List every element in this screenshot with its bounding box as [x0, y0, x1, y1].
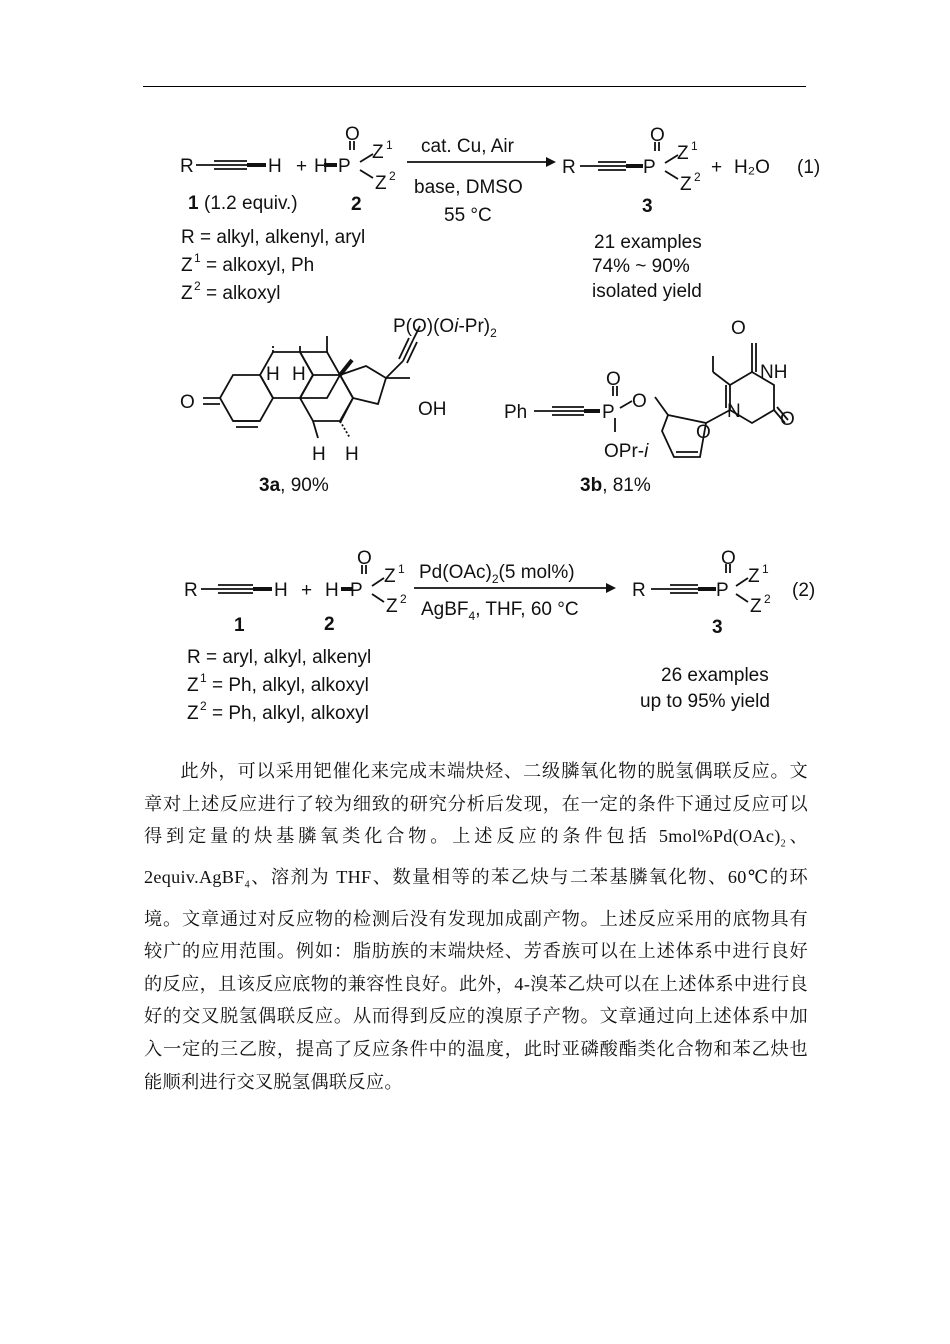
s2-z2-def-sup: 2: [200, 699, 207, 713]
b-n: N: [727, 401, 741, 422]
s1-examples: 21 examples: [594, 232, 702, 253]
s1-h: H: [268, 156, 282, 177]
s2-product-num: 3: [712, 617, 723, 638]
a-h-3: H: [312, 444, 326, 465]
s1-prod-r: R: [562, 157, 576, 178]
s1-prod-o: O: [650, 125, 665, 146]
b-p-oxo: O: [606, 369, 621, 390]
s1-z2: Z: [375, 173, 387, 194]
s1-prod-p: P: [643, 157, 656, 178]
s2-prod-z1-sup: 1: [762, 562, 769, 576]
s2-z1-def-z: Z: [187, 675, 199, 696]
s2-prod-r: R: [632, 580, 646, 601]
s1-product-num: 3: [642, 196, 653, 217]
s2-z1-def: = Ph, alkyl, alkoxyl: [212, 675, 369, 696]
b-ring-o: O: [696, 422, 711, 443]
s1-o: O: [345, 124, 360, 145]
b-ester-o: O: [632, 391, 647, 412]
s2-reactant1-num: 1: [234, 615, 245, 636]
s2-prod-z1: Z: [748, 566, 760, 587]
s1-reactant2-num: 2: [351, 194, 362, 215]
a-oh: OH: [418, 399, 447, 420]
s1-z2-def-z: Z: [181, 283, 193, 304]
s1-water-plus: +: [711, 157, 723, 178]
a-oxo: O: [180, 392, 195, 413]
s1-reactant1-num: 1: [188, 193, 199, 214]
s1-eq-label: (1): [797, 157, 821, 178]
s2-yield: up to 95% yield: [640, 691, 770, 712]
s2-r: R: [184, 580, 198, 601]
s1-z1-def: = alkoxyl, Ph: [206, 255, 315, 276]
s1-isolated: isolated yield: [592, 281, 702, 302]
a-h-4: H: [345, 444, 359, 465]
s2-examples: 26 examples: [661, 665, 769, 686]
s2-z1: Z: [384, 566, 396, 587]
s2-prod-z2-sup: 2: [764, 592, 771, 606]
s1-prod-z1-sup: 1: [691, 139, 698, 153]
s2-o: O: [357, 548, 372, 569]
s2-z2-def: = Ph, alkyl, alkoxyl: [212, 703, 369, 724]
s2-z2-sup: 2: [400, 592, 407, 606]
s2-z1-def-sup: 1: [200, 671, 207, 685]
b-p: P: [602, 402, 615, 423]
s1-z2-sup: 2: [389, 169, 396, 183]
s2-condition-above: $Pd(OAc)_2(5$ mol%): [419, 562, 575, 586]
s1-condition-above: cat. Cu, Air: [421, 136, 514, 157]
s1-prod-z2: Z: [680, 174, 692, 195]
s2-eq-label: (2): [792, 580, 816, 601]
body-paragraph: [144, 755, 808, 1098]
s1-condition-below1: base, DMSO: [414, 177, 523, 198]
s2-r-def: R = aryl, alkyl, alkenyl: [187, 647, 372, 668]
s1-hp: H: [314, 156, 328, 177]
paragraph-text: 此外，可以采用钯催化来完成末端炔烃、二级膦氧化物的脱氢偶联反应。文章对上述反应进行了较为细致的研究分析后发现，在一定的条件下通过反应可以得到定量的炔基膦氧类化合物。上述反应的条件包括 $5mol\%Pd(OAc)_2$、2equiv.AgBF$_4$、溶剂为 THF、数量相等的苯乙炔与二苯基膦氧化物、60℃的环境。文章通过对反应物的检测后没有发现加成副产物。上述反应采用的底物具有较广的应用范围。例如：脂肪族的末端炔烃、芳香族可以在上述体系中进行良好的反应，且该反应底物的兼容性良好。此外，4-溴苯乙炔可以在上述体系中进行良好的交叉脱氢偶联反应。从而得到反应的溴原子产物。文章通过向上述体系中加入一定的三乙胺，提高了反应条件中的温度，此时亚磷酸酯类化合物和苯乙炔也能顺利进行交叉脱氢偶联反应。: [144, 761, 808, 1092]
b-top-o: O: [731, 318, 746, 339]
b-right-o: O: [780, 409, 795, 430]
s1-prod-z1: Z: [677, 143, 689, 164]
s1-r: R: [180, 156, 194, 177]
s1-p: P: [338, 156, 351, 177]
s2-z2: Z: [386, 596, 398, 617]
s2-plus: +: [301, 580, 313, 601]
a-h-1: H: [266, 364, 280, 385]
s1-z1-def-z: Z: [181, 255, 193, 276]
s2-prod-z2: Z: [750, 596, 762, 617]
s2-z2-def-z: Z: [187, 703, 199, 724]
s1-z2-def-sup: 2: [194, 279, 201, 293]
s1-z1: Z: [372, 142, 384, 163]
s2-prod-p: P: [716, 580, 729, 601]
s1-reactant1-equiv: (1.2 equiv.): [204, 193, 298, 214]
s2-p: P: [350, 580, 363, 601]
s2-h: H: [274, 580, 288, 601]
s1-z2-def: = alkoxyl: [206, 283, 281, 304]
s2-reactant2-num: 2: [324, 614, 335, 635]
s1-prod-z2-sup: 2: [694, 170, 701, 184]
s2-hp: H: [325, 580, 339, 601]
s1-z1-sup: 1: [386, 138, 393, 152]
a-label: 3a, 90%: [259, 475, 329, 496]
b-label: 3b, 81%: [580, 475, 651, 496]
s1-plus: +: [296, 156, 308, 177]
s1-condition-below2: 55 °C: [444, 205, 492, 226]
a-h-2: H: [292, 364, 306, 385]
a-phos: $P(O)(Oi-Pr)_2$: [393, 316, 497, 340]
s1-z1-def-sup: 1: [194, 251, 201, 265]
b-nh: NH: [760, 362, 788, 383]
b-ph: Ph: [504, 402, 528, 423]
s2-z1-sup: 1: [398, 562, 405, 576]
b-opr: OPr-i: [604, 441, 649, 462]
s2-prod-o: O: [721, 548, 736, 569]
s1-r-def: R = alkyl, alkenyl, aryl: [181, 227, 366, 248]
s1-water: H₂O: [734, 157, 770, 178]
s1-yield-range: 74% ~ 90%: [592, 256, 690, 277]
s2-condition-below: AgBF$_4$, THF, 60 °C: [421, 599, 579, 623]
